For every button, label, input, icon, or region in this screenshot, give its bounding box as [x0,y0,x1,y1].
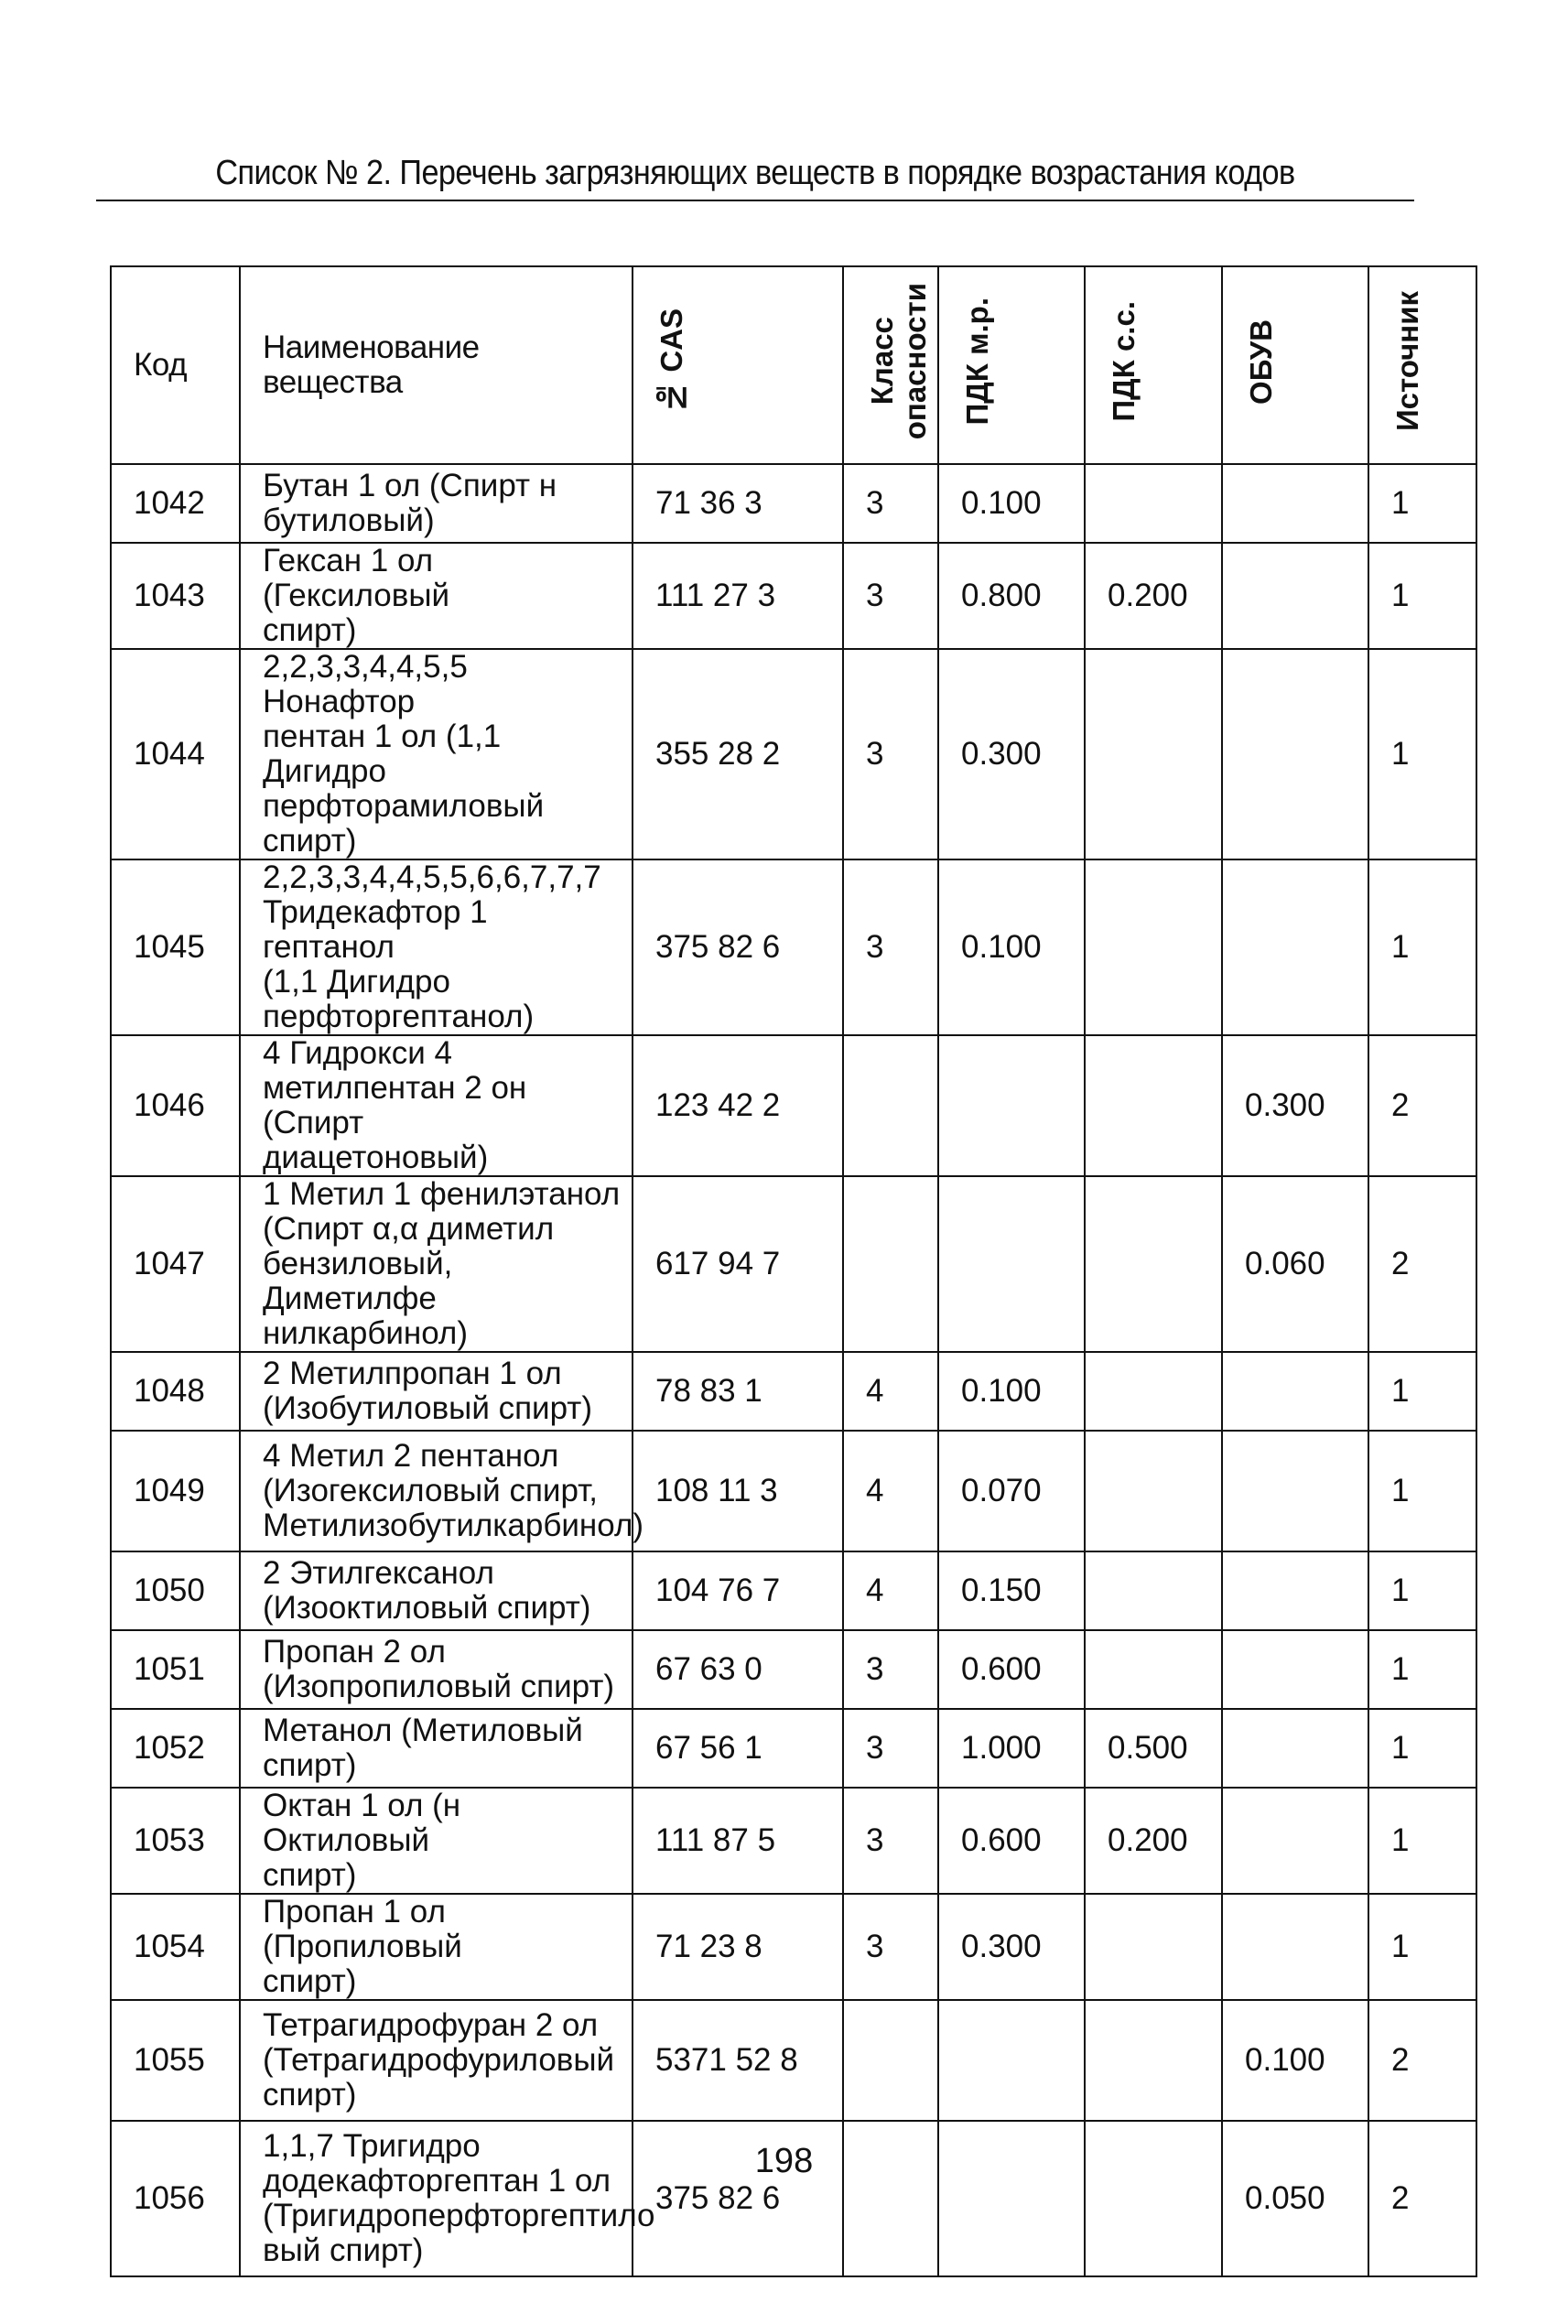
cell-obuv [1222,649,1368,859]
cell-pdk-ss [1085,1431,1222,1551]
column-header-hazard [843,266,938,464]
table-row [111,1352,1476,1431]
cell-source: 1 [1368,1352,1476,1431]
cell-code: 1052 [111,1709,240,1788]
table-row [111,1431,1476,1551]
cell-pdk-mr: 0.600 [938,1788,1085,1894]
cell-name: 1,1,7 Тригидро додекафторгептан 1 ол (Тригидроперфторгептило вый спирт) [240,2121,633,2276]
cell-source: 1 [1368,649,1476,859]
column-header-source [1368,266,1476,464]
cell-obuv [1222,543,1368,649]
cell-pdk-mr: 1.000 [938,1709,1085,1788]
cell-hazard: 3 [843,1788,938,1894]
table-row [111,2000,1476,2121]
cell-source: 1 [1368,1551,1476,1630]
pollutants-table [110,265,1477,2277]
cell-cas: 104 76 7 [633,1551,843,1630]
cell-code: 1044 [111,649,240,859]
cell-pdk-ss [1085,1630,1222,1709]
cell-hazard: 3 [843,1709,938,1788]
table-row [111,1035,1476,1176]
cell-cas: 375 82 6 [633,2121,843,2276]
cell-hazard: 4 [843,1431,938,1551]
cell-name: 2,2,3,3,4,4,5,5,6,6,7,7,7 Тридекафтор 1 гептанол (1,1 Дигидро перфторгептанол) [240,859,633,1035]
cell-obuv [1222,1630,1368,1709]
cell-name: Гексан 1 ол (Гексиловый спирт) [240,543,633,649]
cell-cas: 111 27 3 [633,543,843,649]
cell-pdk-ss [1085,464,1222,543]
cell-code: 1043 [111,543,240,649]
cell-source: 1 [1368,859,1476,1035]
cell-cas: 67 63 0 [633,1630,843,1709]
cell-source: 1 [1368,1630,1476,1709]
cell-code: 1051 [111,1630,240,1709]
cell-pdk-mr: 0.600 [938,1630,1085,1709]
cell-source: 2 [1368,1176,1476,1352]
cell-source: 2 [1368,1035,1476,1176]
cell-pdk-mr: 0.100 [938,1352,1085,1431]
cell-code: 1053 [111,1788,240,1894]
column-header-code: Код [111,266,240,464]
cell-code: 1046 [111,1035,240,1176]
cell-hazard [843,2000,938,2121]
cell-pdk-ss [1085,2000,1222,2121]
column-header-cas [633,266,843,464]
cell-obuv [1222,1788,1368,1894]
table-row [111,1176,1476,1352]
cell-cas: 355 28 2 [633,649,843,859]
cell-cas: 71 23 8 [633,1894,843,2000]
cell-name: 2,2,3,3,4,4,5,5 Нонафтор пентан 1 ол (1,1 Дигидро перфторамиловый спирт) [240,649,633,859]
cell-pdk-mr: 0.070 [938,1431,1085,1551]
cell-source: 1 [1368,1788,1476,1894]
column-header-cas-label: № CAS [654,308,688,415]
cell-code: 1045 [111,859,240,1035]
cell-cas: 123 42 2 [633,1035,843,1176]
cell-hazard: 3 [843,649,938,859]
cell-source: 1 [1368,1709,1476,1788]
table-body [111,464,1476,2276]
column-header-pdk-ss-label: ПДК с.с. [1107,301,1141,422]
cell-pdk-mr [938,1176,1085,1352]
cell-cas: 375 82 6 [633,859,843,1035]
cell-obuv [1222,859,1368,1035]
cell-cas: 5371 52 8 [633,2000,843,2121]
column-header-obuv-label: ОБУВ [1244,319,1278,405]
cell-name: 2 Этилгексанол (Изооктиловый спирт) [240,1551,633,1630]
cell-code: 1048 [111,1352,240,1431]
cell-name: Пропан 2 ол (Изопропиловый спирт) [240,1630,633,1709]
cell-name: 2 Метилпропан 1 ол (Изобутиловый спирт) [240,1352,633,1431]
cell-code: 1042 [111,464,240,543]
cell-cas: 78 83 1 [633,1352,843,1431]
cell-obuv: 0.050 [1222,2121,1368,2276]
cell-pdk-mr: 0.100 [938,859,1085,1035]
cell-hazard: 3 [843,1630,938,1709]
cell-hazard: 3 [843,464,938,543]
cell-cas: 111 87 5 [633,1788,843,1894]
cell-cas: 617 94 7 [633,1176,843,1352]
cell-pdk-mr: 0.100 [938,464,1085,543]
cell-name: Метанол (Метиловый спирт) [240,1709,633,1788]
cell-code: 1049 [111,1431,240,1551]
cell-obuv [1222,1551,1368,1630]
cell-hazard: 3 [843,859,938,1035]
cell-pdk-ss: 0.200 [1085,543,1222,649]
cell-code: 1054 [111,1894,240,2000]
column-header-pdk-mr [938,266,1085,464]
table-row [111,1709,1476,1788]
table-row [111,1630,1476,1709]
cell-pdk-mr: 0.150 [938,1551,1085,1630]
table-row [111,1551,1476,1630]
column-header-pdk-mr-label: ПДК м.р. [960,297,994,426]
cell-obuv [1222,1709,1368,1788]
cell-obuv: 0.060 [1222,1176,1368,1352]
cell-hazard: 3 [843,543,938,649]
cell-obuv [1222,464,1368,543]
header-divider [96,200,1414,201]
cell-pdk-ss [1085,649,1222,859]
cell-code: 1050 [111,1551,240,1630]
table-row [111,543,1476,649]
column-header-pdk-ss [1085,266,1222,464]
cell-pdk-mr: 0.300 [938,1894,1085,2000]
cell-pdk-mr: 0.800 [938,543,1085,649]
cell-pdk-ss: 0.500 [1085,1709,1222,1788]
cell-name: Пропан 1 ол (Пропиловый спирт) [240,1894,633,2000]
cell-hazard [843,1176,938,1352]
cell-pdk-ss [1085,1035,1222,1176]
table-row [111,464,1476,543]
cell-pdk-ss [1085,859,1222,1035]
table-header-row [111,266,1476,464]
cell-pdk-mr [938,2000,1085,2121]
cell-name: Тетрагидрофуран 2 ол (Тетрагидрофуриловый спирт) [240,2000,633,2121]
cell-pdk-ss [1085,1352,1222,1431]
table-row [111,649,1476,859]
cell-hazard [843,1035,938,1176]
column-header-source-label: Источник [1390,291,1424,432]
cell-code: 1047 [111,1176,240,1352]
cell-name: 1 Метил 1 фенилэтанол (Спирт α,α диметил бензиловый, Диметилфе нилкарбинол) [240,1176,633,1352]
column-header-name: Наименование вещества [240,266,633,464]
page-number: 198 [754,2142,814,2180]
cell-obuv [1222,1431,1368,1551]
cell-pdk-mr: 0.300 [938,649,1085,859]
cell-pdk-mr [938,1035,1085,1176]
cell-cas: 108 11 3 [633,1431,843,1551]
page-header-title: Список № 2. Перечень загрязняющих веществ в порядке возрастания кодов [215,154,1295,192]
cell-obuv [1222,1894,1368,2000]
column-header-hazard-label: Класс опасности [865,283,932,440]
cell-pdk-ss [1085,1176,1222,1352]
cell-name: 4 Метил 2 пентанол (Изогексиловый спирт, Метилизобутилкарбинол) [240,1431,633,1551]
table-row [111,1788,1476,1894]
cell-cas: 71 36 3 [633,464,843,543]
cell-name: Бутан 1 ол (Спирт н бутиловый) [240,464,633,543]
cell-source: 1 [1368,543,1476,649]
cell-hazard: 4 [843,1551,938,1630]
cell-obuv: 0.300 [1222,1035,1368,1176]
cell-source: 2 [1368,2121,1476,2276]
cell-code: 1055 [111,2000,240,2121]
cell-pdk-ss [1085,1894,1222,2000]
cell-name: 4 Гидрокси 4 метилпентан 2 он (Спирт диацетоновый) [240,1035,633,1176]
cell-hazard: 4 [843,1352,938,1431]
cell-hazard: 3 [843,1894,938,2000]
cell-code: 1056 [111,2121,240,2276]
cell-source: 2 [1368,2000,1476,2121]
table-row [111,859,1476,1035]
cell-obuv: 0.100 [1222,2000,1368,2121]
cell-pdk-ss: 0.200 [1085,1788,1222,1894]
cell-source: 1 [1368,464,1476,543]
cell-cas: 67 56 1 [633,1709,843,1788]
column-header-obuv [1222,266,1368,464]
table-row [111,1894,1476,2000]
cell-pdk-ss [1085,1551,1222,1630]
cell-source: 1 [1368,1894,1476,2000]
cell-source: 1 [1368,1431,1476,1551]
cell-name: Октан 1 ол (н Октиловый спирт) [240,1788,633,1894]
cell-obuv [1222,1352,1368,1431]
